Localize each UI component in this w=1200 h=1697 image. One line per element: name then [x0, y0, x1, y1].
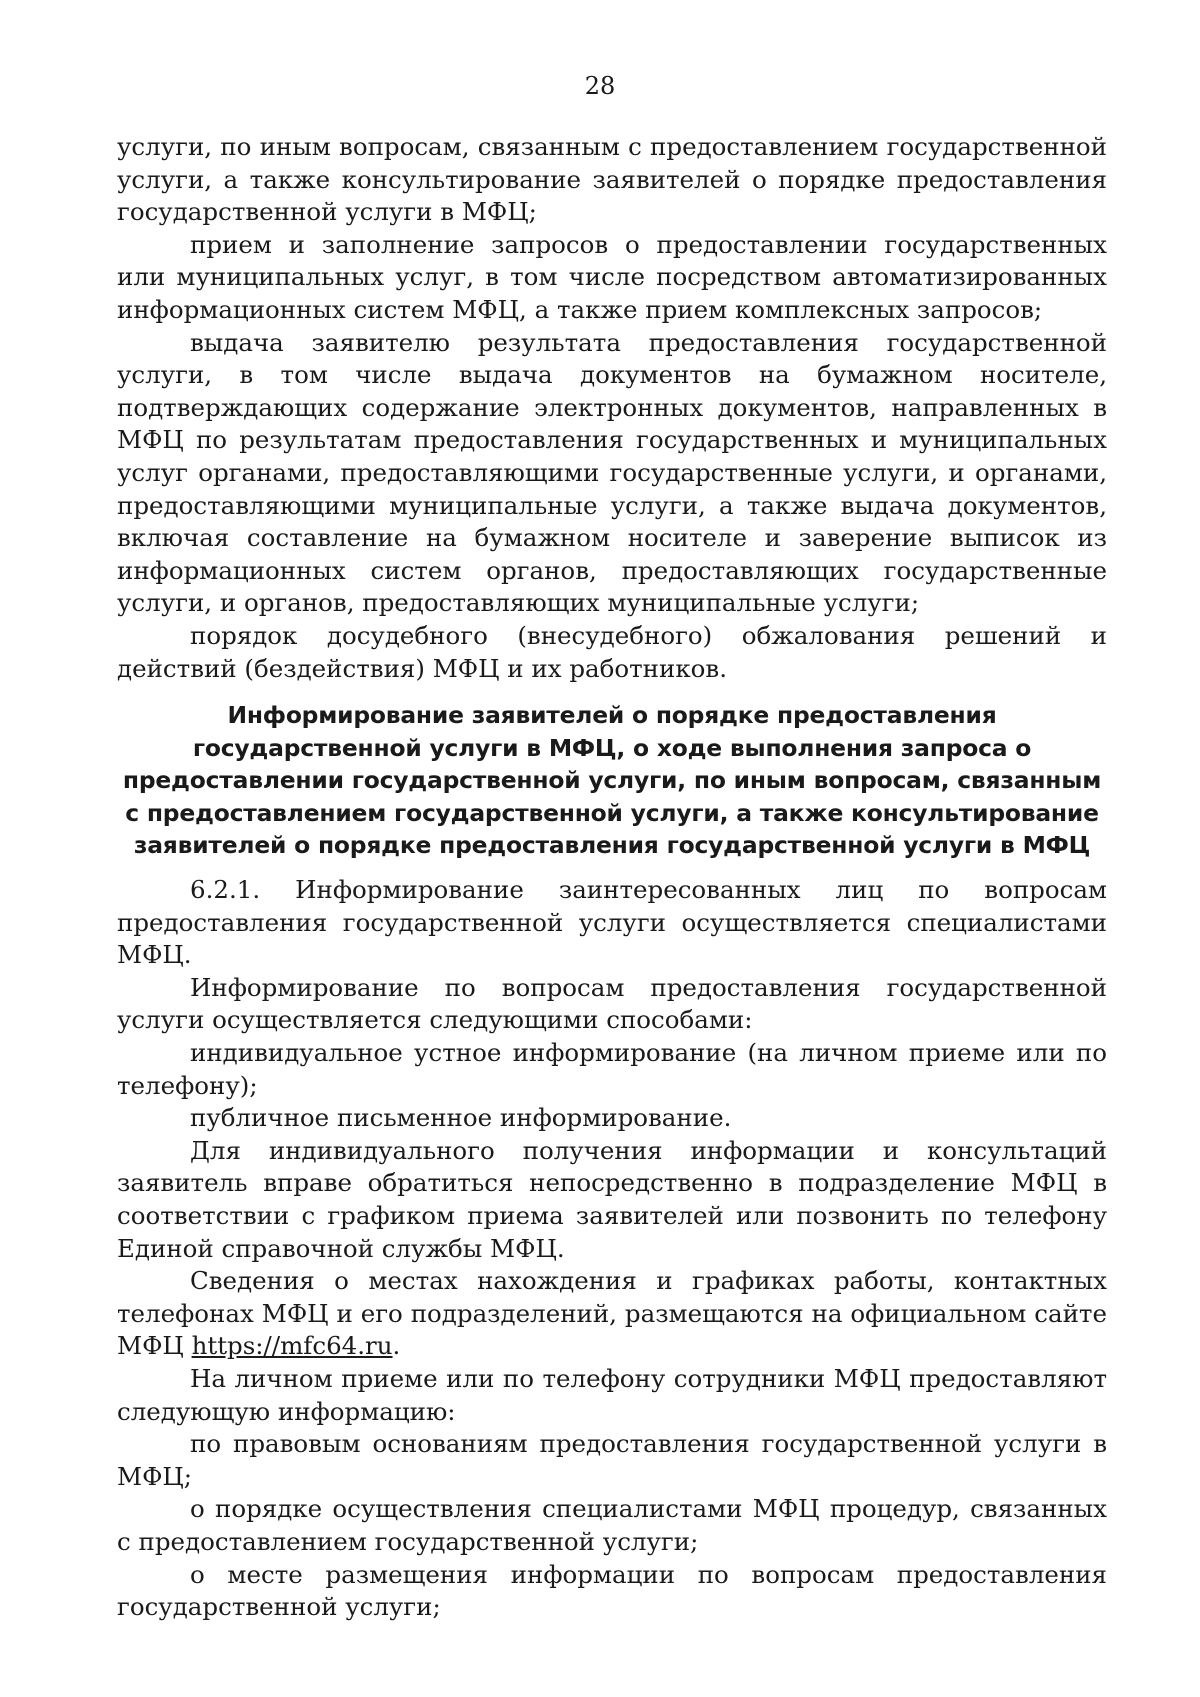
paragraph-continuation: услуги, по иным вопросам, связанным с предоставлением государственной услуги, а также консультирование заявителей о порядке предоставления государственной услуги в МФЦ;: [117, 132, 1107, 227]
paragraph-text-end: .: [392, 1331, 401, 1361]
paragraph: о порядке осуществления специалистами МФЦ процедур, связанных с предоставлением государственной услуги;: [117, 1494, 1107, 1556]
paragraph: индивидуальное устное информирование (на личном приеме или по телефону);: [117, 1038, 1107, 1100]
paragraph: Информирование по вопросам предоставления государственной услуги осуществляется следующими способами:: [117, 972, 1107, 1035]
paragraph: Для индивидуального получения информации и консультаций заявитель вправе обратиться непосредственно в подразделение МФЦ в соответствии с графиком приема заявителей или позвонить по телефону Единой справочной службы МФЦ.: [117, 1135, 1107, 1263]
document-body: [117, 131, 1107, 1624]
section-heading: Информирование заявителей о порядке предоставления государственной услуги в МФЦ, о ходе выполнения запроса о предоставлении государственной услуги, по иным вопросам, связанным с предоставлением государственной услуги, а также консультирование заявителей о порядке предоставления государственной услуги в МФЦ: [122, 701, 1102, 860]
paragraph: выдача заявителю результата предоставления государственной услуги, в том числе выдача документов на бумажном носителе, подтверждающих содержание электронных документов, направленных в МФЦ по результатам предоставления государственных и муниципальных услуг органами, предоставляющими государственные услуги, и органами, предоставляющими муниципальные услуги, а также выдача документов, включая составление на бумажном носителе и заверение выписок из информационных систем органов, предоставляющих государственные услуги, и органов, предоставляющих муниципальные услуги;: [117, 327, 1107, 618]
paragraph-with-link: [117, 1265, 1107, 1363]
page-number: 28: [584, 72, 616, 100]
official-site-link[interactable]: https://mfc64.ru: [191, 1331, 393, 1361]
paragraphs-bottom: [117, 874, 1107, 1624]
paragraph: прием и заполнение запросов о предоставлении государственных или муниципальных услуг, в том числе посредством автоматизированных информационных систем МФЦ, а также прием комплексных запросов;: [117, 229, 1107, 324]
paragraphs-top: [117, 131, 1107, 685]
paragraph: публичное письменное информирование.: [190, 1103, 732, 1133]
paragraph: о месте размещения информации по вопросам предоставления государственной услуги;: [117, 1559, 1107, 1622]
paragraph: по правовым основаниям предоставления государственной услуги в МФЦ;: [117, 1429, 1107, 1491]
paragraph: 6.2.1. Информирование заинтересованных лиц по вопросам предоставления государственной услуги осуществляется специалистами МФЦ.: [117, 875, 1107, 970]
paragraph: На личном приеме или по телефону сотрудники МФЦ предоставляют следующую информацию:: [117, 1363, 1107, 1426]
paragraph-text: Сведения о местах нахождения и графиках работы, контактных телефонах МФЦ и его подразделений, размещаются на официальном сайте МФЦ: [117, 1266, 1107, 1361]
paragraph: порядок досудебного (внесудебного) обжалования решений и действий (бездействия) МФЦ и их работников.: [117, 620, 1107, 683]
